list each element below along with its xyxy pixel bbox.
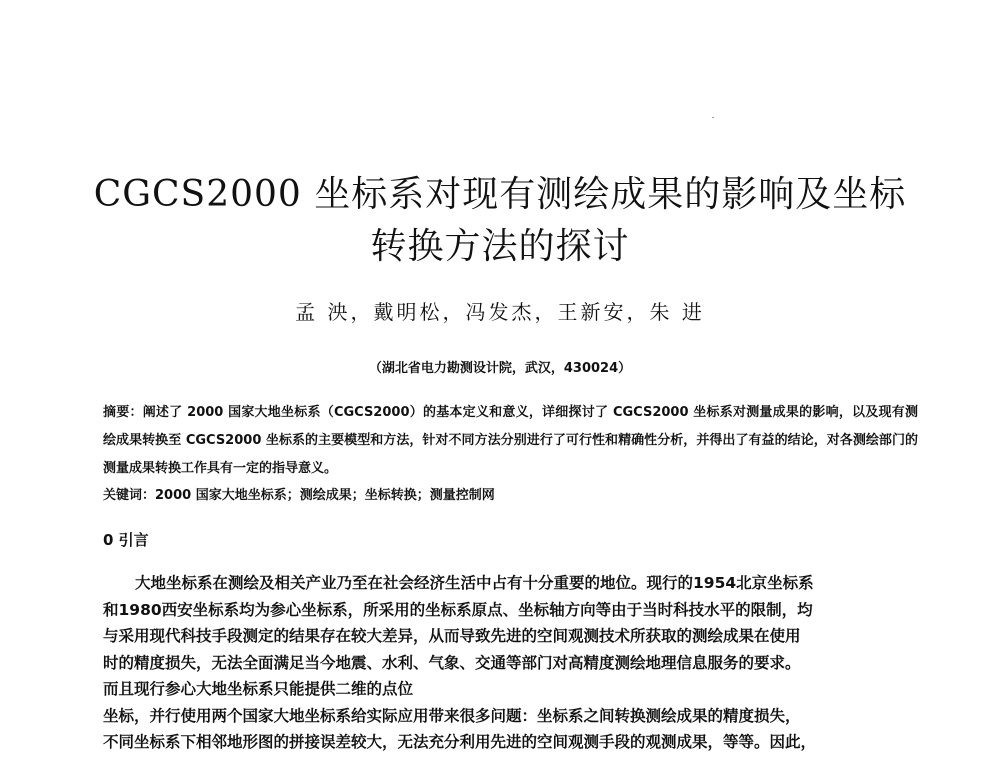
abstract <box>103 399 918 483</box>
body-line: 和1980西安坐标系均为参心坐标系，所采用的坐标系原点、坐标轴方向等由于当时科技水平的限制，均 <box>103 600 813 619</box>
paper-title-line-1: CGCS2000 坐标系对现有测绘成果的影响及坐标 <box>93 174 907 215</box>
affiliation: （湖北省电力勘测设计院，武汉，430024） <box>368 361 632 376</box>
body-line: 而且现行参心大地坐标系只能提供二维的点位 <box>103 680 414 698</box>
body-line: 不同坐标系下相邻地形图的拼接误差较大，无法充分利用先进的空间观测手段的观测成果，等等。因此， <box>103 733 817 751</box>
author-list: 孟 泱，戴明松，冯发杰，王新安，朱 进 <box>295 300 705 324</box>
body-line: 坐标，并行使用两个国家大地坐标系给实际应用带来很多问题：坐标系之间转换测绘成果的精度损失， <box>103 706 801 725</box>
keywords <box>103 485 918 507</box>
abstract-label: 摘要： <box>103 405 143 420</box>
abstract-text: 阐述了 2000 国家大地坐标系（CGCS2000）的基本定义和意义，详细探讨了 CGCS2000 坐标系对测量成果的影响，以及现有测绘成果转换至 CGCS2000 坐标系的主要模型和方法，针对不同方法分别进行了可行性和精确性分析，并得出了有益的结论，对各测绘部门的测量成果转换工作具有一定的指导意义。 <box>103 405 918 476</box>
paper-title-line-2: 转换方法的探讨 <box>370 226 630 267</box>
body-text <box>103 570 918 756</box>
body-line: 时的精度损失，无法全面满足当今地震、水利、气象、交通等部门对高精度测绘地理信息服务的要求。 <box>103 653 801 672</box>
section-heading: 0 引言 <box>103 531 149 549</box>
keywords-text: 2000 国家大地坐标系；测绘成果；坐标转换；测量控制网 <box>155 488 495 503</box>
body-line: 大地坐标系在测绘及相关产业乃至在社会经济生活中占有十分重要的地位。现行的1954北京坐标系 <box>135 574 814 592</box>
scan-speck <box>712 117 714 118</box>
body-line: 与采用现代科技手段测定的结果存在较大差异，从而导致先进的空间观测技术所获取的测绘成果在使用 <box>103 627 801 645</box>
keywords-label: 关键词： <box>103 488 156 503</box>
